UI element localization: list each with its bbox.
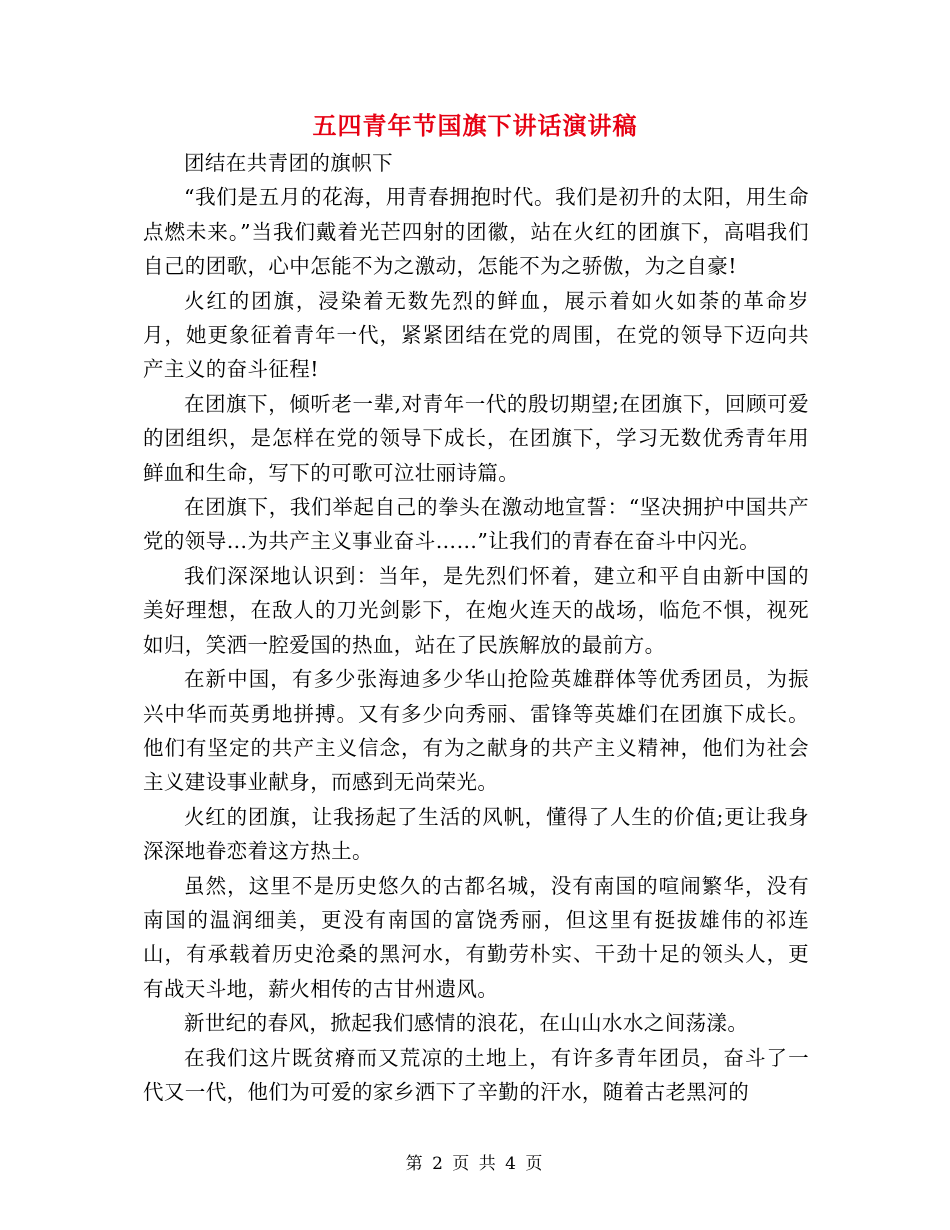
paragraph-2: “我们是五月的花海，用青春拥抱时代。我们是初升的太阳，用生命点燃未来。”当我们戴着光芒四射的团徽，站在火红的团旗下，高唱我们自己的团歌，心中怎能不为之激动，怎能不为之骄傲，为之自豪! <box>143 185 809 279</box>
paragraph-10: 新世纪的春风，掀起我们感情的浪花，在山山水水之间荡漾。 <box>184 1011 749 1036</box>
document-title: 五四青年节国旗下讲话演讲稿 <box>312 112 638 140</box>
paragraph-7: 在新中国，有多少张海迪多少华山抢险英雄群体等优秀团员，为振兴中华而英勇地拼搏。又有多少向秀丽、雷锋等英雄们在团旗下成长。他们有坚定的共产主义信念，有为之献身的共产主义精神，他们为社会主义建设事业献身，而感到无尚荣光。 <box>143 667 809 795</box>
page-number-footer: 第 2 页 共 4 页 <box>405 1154 545 1174</box>
paragraph-5: 在团旗下，我们举起自己的拳头在激动地宣誓：“坚决拥护中国共产党的领导…为共产主义事业奋斗……”让我们的青春在奋斗中闪光。 <box>143 495 809 554</box>
paragraph-6: 我们深深地认识到：当年，是先烈们怀着，建立和平自由新中国的美好理想，在敌人的刀光剑影下，在炮火连天的战场，临危不惧，视死如归，笑洒一腔爱国的热血，站在了民族解放的最前方。 <box>143 563 809 657</box>
paragraph-4: 在团旗下，倾听老一辈,对青年一代的殷切期望;在团旗下，回顾可爱的团组织，是怎样在党的领导下成长，在团旗下，学习无数优秀青年用鲜血和生命，写下的可歌可泣壮丽诗篇。 <box>143 391 809 485</box>
paragraph-11: 在我们这片既贫瘠而又荒凉的土地上，有许多青年团员，奋斗了一代又一代，他们为可爱的家乡洒下了辛勤的汗水，随着古老黑河的 <box>143 1045 809 1104</box>
paragraph-1: 团结在共青团的旗帜下 <box>184 151 393 175</box>
paragraph-9: 虽然，这里不是历史悠久的古都名城，没有南国的喧闹繁华，没有南国的温润细美，更没有南国的富饶秀丽，但这里有挺拔雄伟的祁连山，有承载着历史沧桑的黑河水，有勤劳朴实、干劲十足的领头人，更有战天斗地，薪火相传的古甘州遗风。 <box>143 873 809 1001</box>
document-body <box>143 146 809 1109</box>
paragraph-3: 火红的团旗，浸染着无数先烈的鲜血，展示着如火如荼的革命岁月，她更象征着青年一代，紧紧团结在党的周围，在党的领导下迈向共产主义的奋斗征程! <box>143 288 809 382</box>
paragraph-8: 火红的团旗，让我扬起了生活的风帆，懂得了人生的价值;更让我身深深地眷恋着这方热土。 <box>143 804 809 864</box>
